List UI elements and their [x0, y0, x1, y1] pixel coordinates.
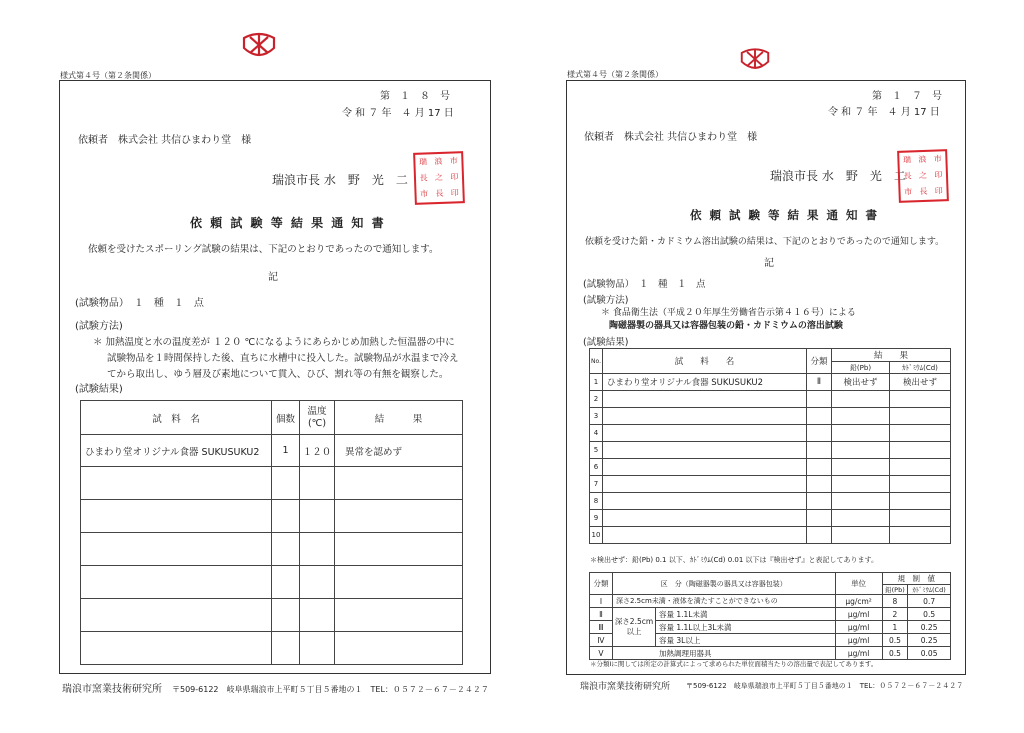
- reg-class: Ⅴ: [590, 647, 613, 660]
- document-title: 依 頼 試 験 等 結 果 通 知 書: [190, 216, 386, 230]
- reg-desc: 容量 1.1L以上3L未満: [656, 621, 836, 634]
- reg-desc: 深さ2.5cm未満・液体を満たすことができないもの: [613, 595, 836, 608]
- reg-unit: μg/cm²: [835, 595, 882, 608]
- reg-cadmium: 0.5: [908, 608, 951, 621]
- reg-cadmium: 0.7: [908, 595, 951, 608]
- reg-lead: 2: [882, 608, 908, 621]
- header-result: 結 果: [335, 401, 463, 435]
- reg-unit: μg/ml: [835, 634, 882, 647]
- footer-address: 〒509-6122 岐阜県瑞浪市上平町５丁目５番地の１ TEL：０５７２－６７－２４２７: [686, 682, 964, 690]
- footer-address: 〒509-6122 岐阜県瑞浪市上平町５丁目５番地の１ TEL：０５７２－６７－２４２７: [172, 685, 489, 694]
- regulation-table: [589, 572, 951, 660]
- reg-header-kubun: 区 分（陶磁器製の器具又は容器包装）: [613, 573, 836, 595]
- reg-desc: 容量 3L以上: [656, 634, 836, 647]
- footer-org: 瑞浪市窯業技術研究所: [62, 684, 162, 695]
- header-result: 結 果: [832, 349, 951, 362]
- method-line-bold: 陶磁器製の器具又は容器包装の鉛・カドミウムの溶出試験: [609, 321, 843, 331]
- table-row: [590, 408, 951, 425]
- reg-cadmium: 0.05: [908, 647, 951, 660]
- document-number: 第 １ ７ 号: [872, 91, 942, 102]
- table-row: [590, 476, 951, 493]
- result-table: [80, 400, 463, 665]
- intro-text: 依頼を受けた鉛・カドミウム溶出試験の結果は、下記のとおりであったので通知します。: [585, 237, 945, 247]
- row-number: 5: [590, 442, 603, 459]
- test-item-label: (試験物品） １ 種 １ 点: [75, 298, 204, 309]
- table-row: [590, 442, 951, 459]
- reg-lead: 0.5: [882, 647, 908, 660]
- form-label: 様式第４号（第２条関係）: [567, 70, 663, 79]
- reg-unit: μg/ml: [835, 608, 882, 621]
- table-row: [81, 467, 463, 500]
- row-number: 4: [590, 425, 603, 442]
- row-number: 10: [590, 527, 603, 544]
- cell-temperature: １２０: [300, 435, 335, 467]
- row-number: 9: [590, 510, 603, 527]
- header-no: No.: [590, 349, 603, 374]
- mizunami-logo-icon: [240, 28, 278, 62]
- table-row: [590, 510, 951, 527]
- cell-cadmium: 検出せず: [890, 374, 951, 391]
- header-sample-name: 試 料 名: [603, 349, 807, 374]
- reg-header-limit: 規 制 値: [882, 573, 950, 585]
- reg-depth-label: [613, 608, 656, 647]
- cell-result: 異常を認めず: [335, 435, 463, 467]
- reg-desc: 加熱調理用器具: [613, 647, 836, 660]
- row-number: 2: [590, 391, 603, 408]
- reg-cadmium: 0.25: [908, 621, 951, 634]
- reg-depth-line: 深さ2.5cm: [614, 617, 654, 627]
- reg-header-unit: 単位: [835, 573, 882, 595]
- table-row: [590, 527, 951, 544]
- method-line: 試験物品を１時間保持した後、直ちに水槽中に投入した。試験物品が水温まで冷え: [107, 353, 459, 364]
- reg-header-lead: 鉛(Pb): [882, 585, 908, 595]
- requester: 依頼者 株式会社 共信ひまわり堂 様: [78, 135, 252, 146]
- result-table: [589, 348, 951, 544]
- issuer: 瑞浪市長 水 野 光 二: [272, 173, 408, 187]
- table-row: [590, 391, 951, 408]
- reg-depth-line: 以上: [626, 627, 642, 636]
- table-row: [590, 459, 951, 476]
- method-label: (試験方法): [583, 295, 629, 306]
- document-title: 依 頼 試 験 等 結 果 通 知 書: [690, 208, 880, 222]
- table-row: [590, 425, 951, 442]
- document-date: 令 和 ７ 年 ４ 月 17 日: [342, 108, 454, 119]
- row-number: 1: [590, 374, 603, 391]
- test-item-label: (試験物品） １ 種 １ 点: [583, 279, 706, 290]
- method-line: ＊ 加熱温度と水の温度差が １２０ ℃になるようにあらかじめ加熱した恒温器の中に: [93, 337, 455, 348]
- table-row: [81, 599, 463, 632]
- reg-class: Ⅳ: [590, 634, 613, 647]
- method-label: (試験方法): [75, 321, 123, 332]
- header-class: 分類: [807, 349, 832, 374]
- method-line: ＊ 食品衛生法（平成２０年厚生労働省告示第４１６号）による: [601, 308, 856, 318]
- result-label: (試験結果): [75, 384, 123, 395]
- note-class-one: ＊分類Ⅰに関しては所定の計算式によって求められた単位面積当たりの溶出量で表記してあります。: [590, 660, 878, 668]
- reg-header-cadmium: ｶﾄﾞﾐｳﾑ(Cd): [908, 585, 951, 595]
- reg-cadmium: 0.25: [908, 634, 951, 647]
- table-row: [81, 632, 463, 665]
- header-temp-label: 温度: [307, 406, 327, 418]
- reg-lead: 8: [882, 595, 908, 608]
- reg-desc: 容量 1.1L未満: [656, 608, 836, 621]
- cell-count: 1: [272, 435, 300, 467]
- row-number: 3: [590, 408, 603, 425]
- cell-sample-name: ひまわり堂オリジナル食器 SUKUSUKU2: [81, 435, 272, 467]
- reg-class: Ⅰ: [590, 595, 613, 608]
- requester: 依頼者 株式会社 共信ひまわり堂 様: [584, 132, 758, 143]
- header-temp-unit: (℃): [307, 417, 327, 429]
- reg-lead: 0.5: [882, 634, 908, 647]
- header-lead: 鉛(Pb): [832, 362, 890, 374]
- intro-text: 依頼を受けたスポーリング試験の結果は、下記のとおりであったので通知します。: [88, 244, 439, 255]
- ki-label: 記: [268, 272, 278, 283]
- official-seal: 瑞 浪 市 長 之 印 市 長 印: [897, 149, 949, 203]
- row-number: 8: [590, 493, 603, 510]
- row-number: 7: [590, 476, 603, 493]
- table-row: [81, 500, 463, 533]
- reg-unit: μg/ml: [835, 647, 882, 660]
- cell-sample-name: ひまわり堂オリジナル食器 SUKUSUKU2: [603, 374, 807, 391]
- header-temperature: [300, 401, 335, 435]
- form-label: 様式第４号（第２条関係）: [60, 71, 156, 80]
- method-line: てから取出し、ゆう層及び素地について貫入、ひび、割れ等の有無を観察した。: [107, 369, 449, 380]
- issuer: 瑞浪市長 水 野 光 二: [770, 169, 906, 183]
- ki-label: 記: [764, 258, 774, 269]
- row-number: 6: [590, 459, 603, 476]
- header-cadmium: ｶﾄﾞﾐｳﾑ(Cd): [890, 362, 951, 374]
- official-seal: 瑞 浪 市 長 之 印 市 長 印: [413, 151, 465, 205]
- mizunami-logo-icon: [738, 44, 772, 74]
- reg-lead: 1: [882, 621, 908, 634]
- table-row: [81, 566, 463, 599]
- cell-class: Ⅱ: [807, 374, 832, 391]
- header-count: 個数: [272, 401, 300, 435]
- table-row: [81, 533, 463, 566]
- result-label: (試験結果): [583, 337, 629, 348]
- header-sample-name: 試 料 名: [81, 401, 272, 435]
- reg-class: Ⅲ: [590, 621, 613, 634]
- cell-lead: 検出せず: [832, 374, 890, 391]
- table-row: [590, 493, 951, 510]
- document-date: 令 和 ７ 年 ４ 月 17 日: [828, 107, 940, 118]
- footer-org: 瑞浪市窯業技術研究所: [580, 682, 671, 692]
- reg-unit: μg/ml: [835, 621, 882, 634]
- document-number: 第 １ ８ 号: [380, 91, 450, 102]
- note-not-detected: ＊検出せず：鉛(Pb) 0.1 以下、ｶﾄﾞﾐｳﾑ(Cd) 0.01 以下は『検出せず』と表記してあります。: [590, 556, 878, 564]
- reg-header-class: 分類: [590, 573, 613, 595]
- reg-class: Ⅱ: [590, 608, 613, 621]
